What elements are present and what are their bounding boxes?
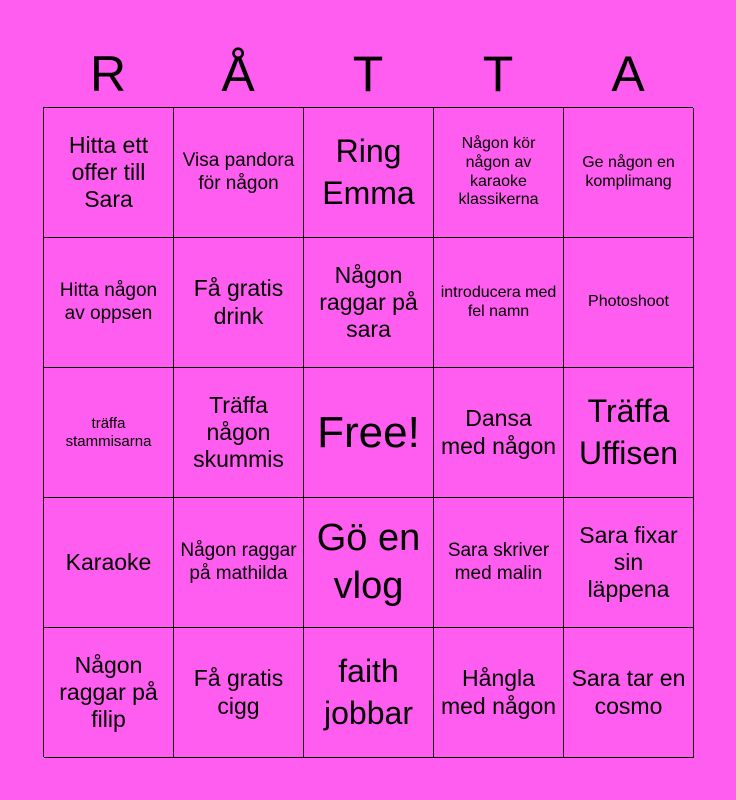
bingo-cell[interactable]: introducera med fel namn [434, 238, 564, 368]
header-letter: T [352, 46, 384, 102]
bingo-cell[interactable]: Någon raggar på sara [304, 238, 434, 368]
bingo-cell[interactable]: Få gratis cigg [174, 628, 304, 758]
bingo-cell[interactable]: Ring Emma [304, 108, 434, 238]
header-letter: T [482, 46, 514, 102]
bingo-cell[interactable]: Karaoke [44, 498, 174, 628]
bingo-cell[interactable]: Någon raggar på mathilda [174, 498, 304, 628]
bingo-cell[interactable]: Hitta ett offer till Sara [44, 108, 174, 238]
bingo-cell[interactable]: Hångla med någon [434, 628, 564, 758]
header-letter: R [89, 46, 127, 102]
bingo-cell[interactable]: Photoshoot [564, 238, 694, 368]
bingo-cell[interactable]: Hitta någon av oppsen [44, 238, 174, 368]
bingo-cell[interactable]: Någon raggar på filip [44, 628, 174, 758]
bingo-cell[interactable]: Dansa med någon [434, 368, 564, 498]
bingo-cell[interactable]: Ge någon en komplimang [564, 108, 694, 238]
bingo-cell[interactable]: Någon kör någon av karaoke klassikerna [434, 108, 564, 238]
header-letter: A [611, 46, 645, 102]
bingo-cell[interactable]: träffa stammisarna [44, 368, 174, 498]
bingo-cell[interactable]: Gö en vlog [304, 498, 434, 628]
bingo-cell[interactable]: faith jobbar [304, 628, 434, 758]
bingo-free-cell[interactable]: Free! [304, 368, 434, 498]
bingo-cell[interactable]: Sara fixar sin läppena [564, 498, 694, 628]
bingo-grid [43, 107, 693, 757]
bingo-cell[interactable]: Visa pandora för någon [174, 108, 304, 238]
bingo-cell[interactable]: Få gratis drink [174, 238, 304, 368]
bingo-cell[interactable]: Sara skriver med malin [434, 498, 564, 628]
bingo-header [43, 40, 693, 108]
bingo-cell[interactable]: Träffa någon skummis [174, 368, 304, 498]
bingo-cell[interactable]: Träffa Uffisen [564, 368, 694, 498]
bingo-cell[interactable]: Sara tar en cosmo [564, 628, 694, 758]
header-letter: Å [221, 46, 255, 102]
